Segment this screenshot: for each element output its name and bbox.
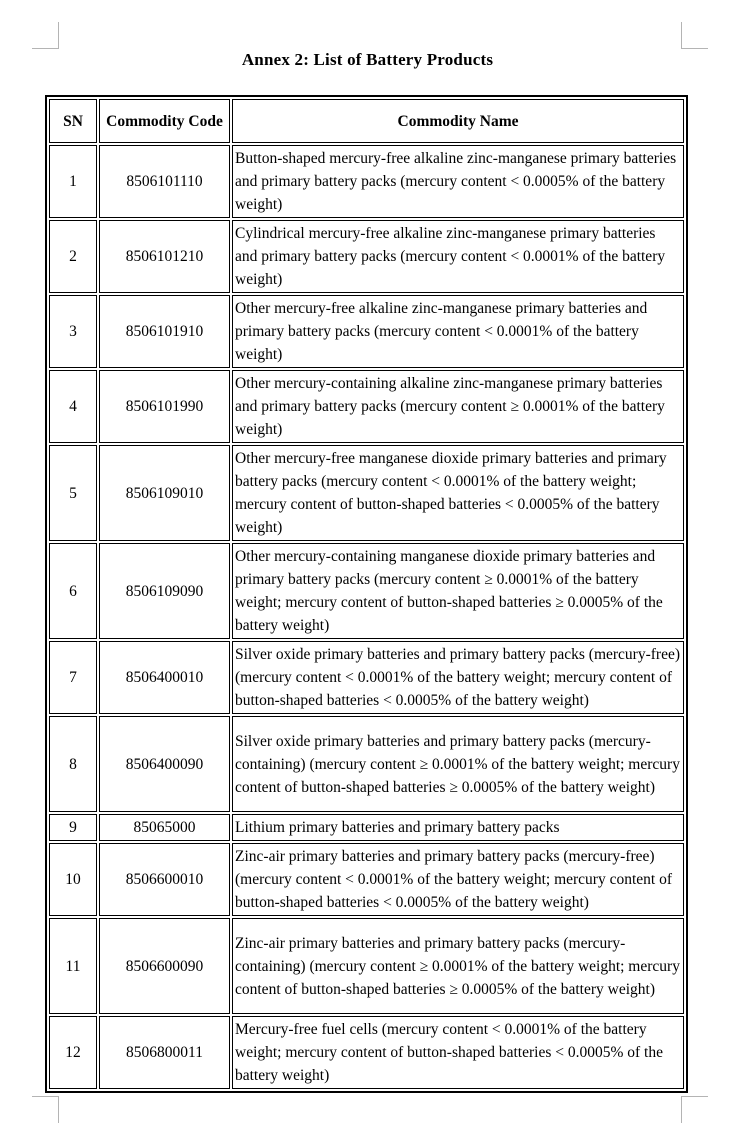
sn-cell: 11 (49, 918, 97, 1014)
sn-cell: 8 (49, 716, 97, 812)
sn-cell: 7 (49, 641, 97, 714)
commodity-code-cell: 8506800011 (99, 1016, 230, 1089)
commodity-name-cell: Zinc-air primary batteries and primary battery packs (mercury-free) (mercury content < 0.0001% of the battery weight; mercury content of button-shaped batteries < 0.0005% of the battery weight) (232, 843, 684, 916)
commodity-code-cell: 8506600010 (99, 843, 230, 916)
sn-cell: 2 (49, 220, 97, 293)
table-header-row (49, 99, 684, 143)
commodity-code-cell: 85065000 (99, 814, 230, 841)
commodity-code-cell: 8506101990 (99, 370, 230, 443)
table-row (49, 1016, 684, 1089)
commodity-code-cell: 8506101110 (99, 145, 230, 218)
header-commodity-name: Commodity Name (232, 99, 684, 143)
sn-cell: 1 (49, 145, 97, 218)
commodity-code-cell: 8506109010 (99, 445, 230, 541)
header-sn: SN (49, 99, 97, 143)
commodity-name-cell: Other mercury-free alkaline zinc-manganese primary batteries and primary battery packs (mercury content < 0.0001% of the battery weight) (232, 295, 684, 368)
commodity-name-cell: Cylindrical mercury-free alkaline zinc-manganese primary batteries and primary battery packs (mercury content < 0.0001% of the battery weight) (232, 220, 684, 293)
commodity-name-cell: Zinc-air primary batteries and primary battery packs (mercury-containing) (mercury content ≥ 0.0001% of the battery weight; mercury content of button-shaped batteries ≥ 0.0005% of the battery weight) (232, 918, 684, 1014)
table-row (49, 814, 684, 841)
table-row (49, 220, 684, 293)
table-row (49, 641, 684, 714)
table-row (49, 918, 684, 1014)
sn-cell: 12 (49, 1016, 97, 1089)
commodity-name-cell: Silver oxide primary batteries and primary battery packs (mercury-containing) (mercury content ≥ 0.0001% of the battery weight; mercury content of button-shaped batteries ≥ 0.0005% of the battery weight) (232, 716, 684, 812)
table-row (49, 370, 684, 443)
commodity-name-cell: Button-shaped mercury-free alkaline zinc-manganese primary batteries and primary battery packs (mercury content < 0.0005% of the battery weight) (232, 145, 684, 218)
commodity-code-cell: 8506101210 (99, 220, 230, 293)
sn-cell: 4 (49, 370, 97, 443)
sn-cell: 9 (49, 814, 97, 841)
commodity-name-cell: Lithium primary batteries and primary battery packs (232, 814, 684, 841)
battery-products-table (45, 95, 688, 1093)
table-row (49, 716, 684, 812)
margin-crop-mark-top-left (32, 22, 59, 49)
table-row (49, 145, 684, 218)
commodity-name-cell: Other mercury-free manganese dioxide primary batteries and primary battery packs (mercury content < 0.0001% of the battery weight; mercury content of button-shaped batteries < 0.0005% of the battery weight) (232, 445, 684, 541)
sn-cell: 10 (49, 843, 97, 916)
table-row (49, 445, 684, 541)
commodity-name-cell: Mercury-free fuel cells (mercury content < 0.0001% of the battery weight; mercury content of button-shaped batteries < 0.0005% of the battery weight) (232, 1016, 684, 1089)
commodity-code-cell: 8506101910 (99, 295, 230, 368)
margin-crop-mark-top-right (681, 22, 708, 49)
sn-cell: 3 (49, 295, 97, 368)
table-row (49, 295, 684, 368)
sn-cell: 6 (49, 543, 97, 639)
table-row (49, 543, 684, 639)
sn-cell: 5 (49, 445, 97, 541)
commodity-code-cell: 8506109090 (99, 543, 230, 639)
margin-crop-mark-bottom-right (681, 1096, 708, 1123)
commodity-name-cell: Silver oxide primary batteries and primary battery packs (mercury-free) (mercury content < 0.0001% of the battery weight; mercury content of button-shaped batteries < 0.0005% of the battery weight) (232, 641, 684, 714)
commodity-name-cell: Other mercury-containing alkaline zinc-manganese primary batteries and primary battery packs (mercury content ≥ 0.0001% of the battery weight) (232, 370, 684, 443)
table-row (49, 843, 684, 916)
page-title: Annex 2: List of Battery Products (241, 50, 494, 69)
commodity-code-cell: 8506600090 (99, 918, 230, 1014)
commodity-code-cell: 8506400090 (99, 716, 230, 812)
commodity-name-cell: Other mercury-containing manganese dioxide primary batteries and primary battery packs (mercury content ≥ 0.0001% of the battery weight; mercury content of button-shaped batteries ≥ 0.0005% of the battery weight) (232, 543, 684, 639)
commodity-code-cell: 8506400010 (99, 641, 230, 714)
margin-crop-mark-bottom-left (32, 1096, 59, 1123)
header-commodity-code: Commodity Code (99, 99, 230, 143)
